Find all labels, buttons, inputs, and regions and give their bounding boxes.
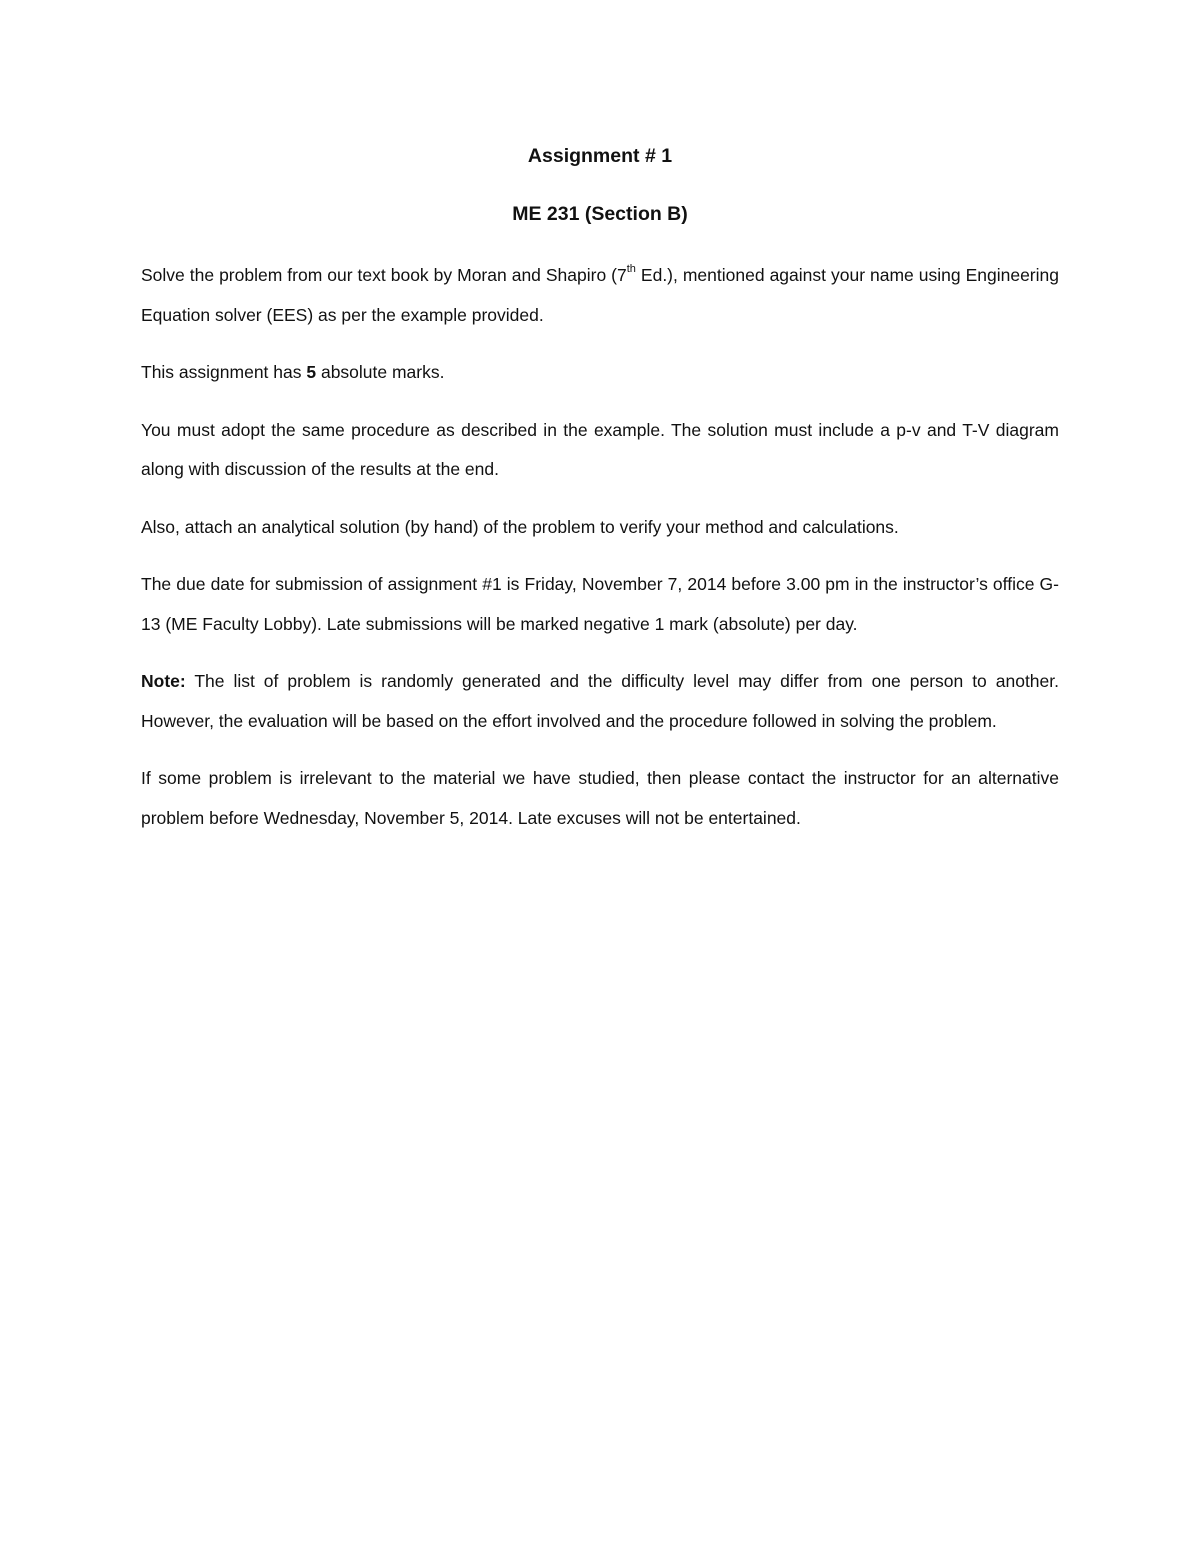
paragraph-analytical: Also, attach an analytical solution (by hand) of the problem to verify your method and calculations.: [141, 516, 899, 537]
document-subtitle: ME 231 (Section B): [512, 203, 688, 225]
paragraph-instructions: [141, 256, 1059, 335]
paragraph-marks-value: 5: [306, 362, 317, 382]
paragraph-instructions-part2: Ed.), mentioned against your name using Engineering Equation solver (EES) as per the example provided.: [141, 265, 1059, 325]
paragraph-instructions-part1: Solve the problem from our text book by Moran and Shapiro (7: [141, 265, 627, 285]
paragraph-procedure: You must adopt the same procedure as described in the example. The solution must include a p-v and T-V diagram along with discussion of the results at the end.: [141, 419, 1059, 479]
paragraph-marks: [141, 353, 1059, 393]
document-title: Assignment # 1: [527, 145, 673, 167]
paragraph-irrelevant: If some problem is irrelevant to the material we have studied, then please contact the instructor for an alternative problem before Wednesday, November 5, 2014. Late excuses will not be entertained.: [141, 768, 1059, 828]
paragraph-note: [141, 662, 1059, 741]
note-text: The list of problem is randomly generated and the difficulty level may differ from one person to another. However, the evaluation will be based on the effort involved and the procedure followed in solving the problem.: [141, 671, 1059, 731]
paragraph-due-date: The due date for submission of assignment #1 is Friday, November 7, 2014 before 3.00 pm in the instructor’s office G-13 (ME Faculty Lobby). Late submissions will be marked negative 1 mark (absolute) per day.: [141, 574, 1059, 634]
document-body: [141, 140, 1059, 838]
paragraph-marks-before: This assignment has: [141, 362, 307, 382]
edition-superscript: th: [626, 263, 636, 276]
note-label: Note:: [141, 671, 186, 691]
paragraph-marks-after: absolute marks.: [316, 362, 445, 382]
